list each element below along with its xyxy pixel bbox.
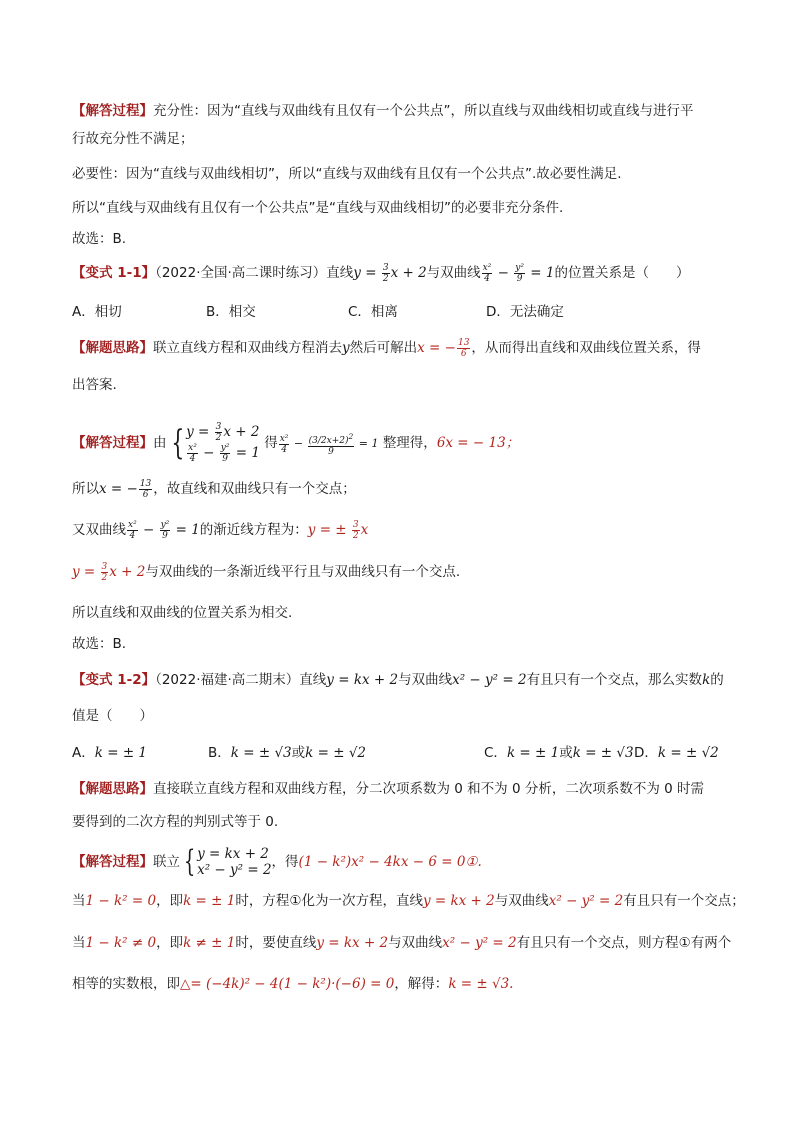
variant-1-1-options (72, 302, 732, 322)
result-line (72, 479, 732, 500)
text: 相等的实数根，即 (72, 976, 180, 992)
text: 联立 (153, 854, 180, 870)
brace: { (183, 844, 196, 879)
parallel-line (72, 562, 732, 583)
math: k = ± √3. (448, 976, 514, 992)
math: y = ± $\frac{3}{2}$ x (307, 520, 369, 541)
math: $\frac{\text{x²}}{4}$ − $\frac{\text{y²}}{9}$ = 1 (128, 520, 200, 541)
equation-system: y = $\frac{3}{2}$ x + 2 $\frac{\text{x²}}{4}$ − $\frac{\text{y²}}{9}$ = 1 (186, 422, 260, 464)
math: x² − y² = 2 (452, 672, 527, 688)
answer-line (72, 229, 732, 249)
option-d: D．无法确定 (486, 304, 564, 320)
math: y = kx + 2 (422, 893, 495, 909)
text: 与双曲线 (426, 265, 481, 281)
text: 当 (72, 893, 86, 909)
math: 1 − k² = 0 (85, 893, 157, 909)
necessity-line (72, 164, 732, 184)
idea-line-2 (72, 375, 732, 395)
text: ，即 (156, 935, 184, 951)
math: k ≠ ± 1 (183, 935, 236, 951)
option-a: A．相切 (72, 304, 122, 320)
math: y (342, 340, 350, 356)
math: k = ± 1 (183, 893, 236, 909)
case-2-line (72, 933, 732, 953)
text: 整理得， (382, 435, 437, 451)
text: 要得到的二次方程的判别式等于 0. (72, 814, 279, 830)
text: 必要性：因为“直线与双曲线相切”，所以“直线与双曲线有且仅有一个公共点”.故必要性满足. (72, 166, 622, 182)
option-d: D．k = ± √2 (634, 745, 719, 761)
equation-system: y = kx + 2 x² − y² = 2 (197, 846, 272, 878)
math: x² − y² = 2 (442, 935, 517, 951)
variant-1-1-question (72, 263, 732, 284)
text: 联立直线方程和双曲线方程消去 (153, 340, 342, 356)
math: y = $\frac{3}{2}$ x + 2 (353, 263, 427, 284)
math: y = kx + 2 (326, 672, 399, 688)
math: x = − $\frac{13}{6}$ (417, 338, 470, 359)
text: 有且只有一个交点，那么实数 (526, 672, 703, 688)
math: 1 − k² ≠ 0 (85, 935, 157, 951)
text: 行故充分性不满足； (72, 131, 194, 147)
text: 的 (710, 672, 724, 688)
option-b: B．k = ± √3或k = ± √2 (208, 745, 367, 761)
brace: { (170, 423, 184, 463)
idea-line-2 (72, 812, 732, 832)
text: （2022·全国·高二课时练习）直线 (155, 265, 354, 281)
text: （2022·福建·高二期末）直线 (155, 672, 327, 688)
text: ，得 (271, 854, 299, 870)
conclusion-line (72, 198, 732, 218)
text: ，即 (156, 893, 184, 909)
text: 得 (264, 435, 278, 451)
conclude-line (72, 603, 732, 623)
asymptote-line (72, 520, 732, 541)
text: 与双曲线 (494, 893, 549, 909)
text: 与双曲线的一条渐近线平行且与双曲线只有一个交点. (145, 564, 461, 580)
text: ，从而得出直线和双曲线位置关系，得 (471, 340, 701, 356)
math: (1 − k²)x² − 4kx − 6 = 0①. (298, 854, 482, 870)
system-solution-line (72, 843, 732, 881)
text: 与双曲线 (398, 672, 453, 688)
math: y = kx + 2 (316, 935, 389, 951)
case-2-line-2 (72, 974, 732, 994)
text: 充分性：因为“直线与双曲线有且仅有一个公共点”，所以直线与双曲线相切或直线与进行平 (153, 103, 694, 119)
answer: 故选：B. (72, 231, 127, 247)
option-a: A．k = ± 1 (72, 745, 148, 761)
text: 与双曲线 (388, 935, 443, 951)
variant-tag: 【变式 1-2】 (72, 672, 156, 688)
text: 当 (72, 935, 86, 951)
math: y = $\frac{3}{2}$ x + 2 (72, 562, 146, 583)
option-c: C．k = ± 1或k = ± √3 (484, 745, 634, 761)
idea-line-1 (72, 779, 732, 799)
answer-line (72, 634, 732, 654)
text: 值是（ ） (72, 708, 153, 724)
text: 所以 (72, 481, 99, 497)
text: 由 (153, 435, 167, 451)
math: $\frac{\text{x²}}{4}$ − $\frac{(3/2x+2)^2}{9}$ = 1 (279, 431, 379, 457)
option-b: B．相交 (206, 304, 256, 320)
text: 所以直线和双曲线的位置关系为相交. (72, 605, 293, 621)
option-c: C．相离 (348, 304, 398, 320)
text: 时，方程①化为一次方程，直线 (235, 893, 423, 909)
text: 时，要使直线 (235, 935, 317, 951)
math: k (702, 672, 711, 688)
solution-tag: 【解答过程】 (72, 854, 153, 870)
text: 出答案. (72, 377, 117, 393)
math: x² − y² = 2 (548, 893, 624, 909)
idea-line-1 (72, 338, 732, 359)
solution-tag: 【解答过程】 (72, 103, 153, 119)
text: 直接联立直线方程和双曲线方程，分二次项系数为 0 和不为 0 分析，二次项系数不为 0 时需 (153, 781, 705, 797)
math: $\frac{\text{x²}}{4}$ − $\frac{\text{y²}}{9}$ = 1 (482, 263, 555, 284)
text: 有且只有一个交点，则方程①有两个 (516, 935, 732, 951)
variant-1-2-question (72, 670, 732, 690)
case-1-line (72, 891, 745, 911)
variant-1-2-options (72, 743, 732, 763)
math: △= (−4k)² − 4(1 − k²)·(−6) = 0 (180, 976, 395, 992)
idea-tag: 【解题思路】 (72, 781, 153, 797)
text: 的渐近线方程为： (199, 522, 308, 538)
text: 然后可解出 (349, 340, 418, 356)
text: 有且只有一个交点； (623, 893, 745, 909)
system-solution-line (72, 422, 732, 464)
solution-line-1 (72, 101, 732, 121)
solution-tag: 【解答过程】 (72, 435, 153, 451)
text: ，解得： (394, 976, 449, 992)
text: 的位置关系是（ ） (554, 265, 690, 281)
math: 6x = − 13； (436, 435, 520, 451)
answer: 故选：B. (72, 636, 127, 652)
idea-tag: 【解题思路】 (72, 340, 153, 356)
text: 所以“直线与双曲线有且仅有一个公共点”是“直线与双曲线相切”的必要非充分条件. (72, 200, 564, 216)
solution-line-2 (72, 129, 732, 149)
text: 又双曲线 (72, 522, 126, 538)
variant-tag: 【变式 1-1】 (72, 265, 156, 281)
math: x = − $\frac{13}{6}$ (99, 479, 152, 500)
variant-1-2-question-2 (72, 706, 732, 726)
text: ，故直线和双曲线只有一个交点； (153, 481, 356, 497)
